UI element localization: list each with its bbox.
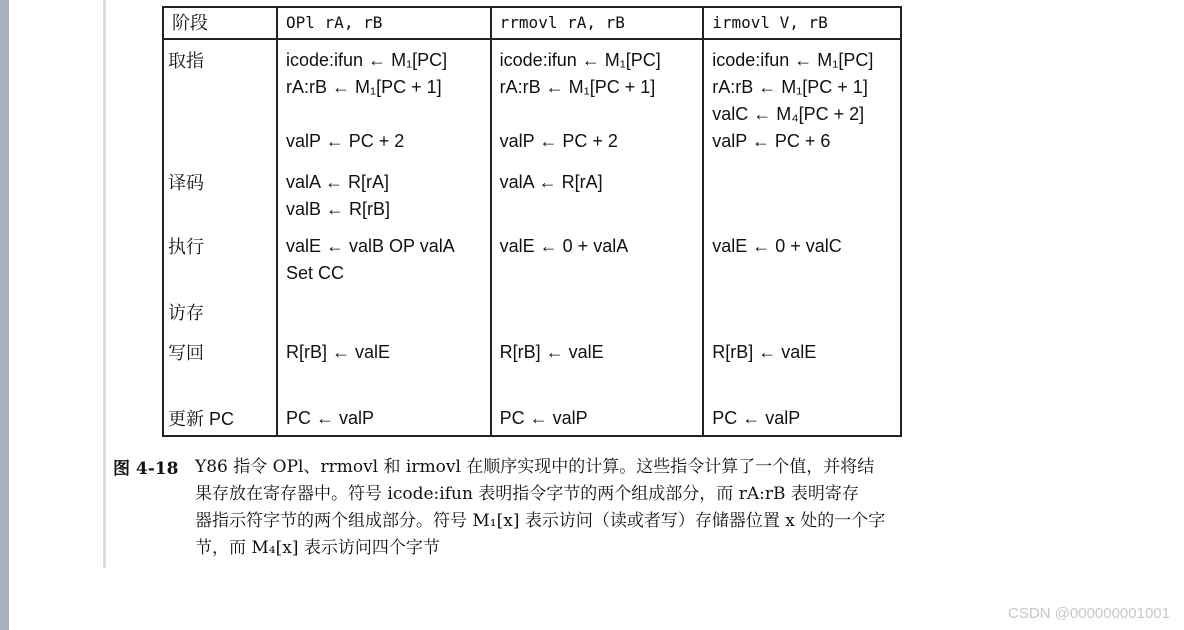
operation-line: valP ← PC + 6	[712, 131, 831, 151]
table-row	[163, 405, 901, 436]
header-opl: OPl rA, rB	[277, 7, 491, 39]
stage-cell-op	[277, 299, 491, 339]
stage-cell-irmovl	[703, 39, 901, 169]
stage-name: 译码	[163, 169, 277, 233]
stage-cell-rrmovl	[491, 39, 704, 169]
figure-number: 图 4-18	[113, 459, 179, 479]
caption-line: 节，而 M₄[x] 表示访问四个字节	[195, 538, 440, 558]
operation-line: valE ← 0 + valC	[712, 236, 842, 256]
operation-line: rA:rB ← M₁[PC + 1]	[712, 77, 868, 97]
operation-line: Set CC	[286, 263, 345, 283]
caption-line: 器指示符字节的两个组成部分。符号 M₁[x] 表示访问（读或者写）存储器位置 x 处的一个字	[195, 511, 886, 531]
header-rrmovl: rrmovl rA, rB	[491, 7, 704, 39]
stage-name: 更新 PC	[163, 405, 277, 436]
stage-cell-irmovl	[703, 405, 901, 436]
table-row	[163, 339, 901, 405]
operation-line: R[rB] ← valE	[499, 342, 604, 362]
stage-cell-rrmovl	[491, 339, 704, 405]
operation-line: icode:ifun ← M₁[PC]	[712, 50, 874, 70]
operation-line: valB ← R[rB]	[286, 199, 391, 219]
stage-cell-op	[277, 39, 491, 169]
header-irmovl: irmovl V, rB	[703, 7, 901, 39]
table-row	[163, 233, 901, 299]
operation-line: R[rB] ← valE	[286, 342, 391, 362]
table-row	[163, 299, 901, 339]
table-row	[163, 39, 901, 169]
left-scrollbar-strip	[0, 0, 9, 630]
caption-text	[195, 454, 1055, 562]
stage-cell-rrmovl	[491, 405, 704, 436]
operation-line: PC ← valP	[499, 408, 588, 428]
stage-name: 执行	[163, 233, 277, 299]
stage-name: 写回	[163, 339, 277, 405]
table-header-row	[163, 7, 901, 39]
stage-name: 访存	[163, 299, 277, 339]
caption-line: Y86 指令 OPl、rrmovl 和 irmovl 在顺序实现中的计算。这些指令计算了一个值，并将结	[195, 457, 875, 477]
operation-line: rA:rB ← M₁[PC + 1]	[286, 77, 442, 97]
csdn-watermark: CSDN @000000001001	[1007, 605, 1170, 622]
stage-cell-irmovl	[703, 233, 901, 299]
stage-cell-irmovl	[703, 299, 901, 339]
operation-line: R[rB] ← valE	[712, 342, 817, 362]
operation-line: valA ← R[rA]	[499, 172, 603, 192]
header-stage: 阶段	[163, 7, 277, 39]
stage-cell-rrmovl	[491, 299, 704, 339]
operation-line: valC ← M₄[PC + 2]	[712, 104, 865, 124]
instruction-stage-table	[162, 6, 902, 437]
operation-line: valE ← 0 + valA	[499, 236, 629, 256]
operation-line: rA:rB ← M₁[PC + 1]	[499, 77, 656, 97]
stage-cell-op	[277, 339, 491, 405]
operation-line: icode:ifun ← M₁[PC]	[499, 50, 661, 70]
operation-line: valA ← R[rA]	[286, 172, 390, 192]
operation-line: PC ← valP	[712, 408, 801, 428]
stage-cell-op	[277, 233, 491, 299]
stage-cell-rrmovl	[491, 169, 704, 233]
operation-line: valP ← PC + 2	[499, 131, 618, 151]
stage-cell-op	[277, 405, 491, 436]
caption-line: 果存放在寄存器中。符号 icode:ifun 表明指令字节的两个组成部分，而 rA:rB 表明寄存	[195, 484, 859, 504]
table-row	[163, 169, 901, 233]
operation-line: icode:ifun ← M₁[PC]	[286, 50, 448, 70]
stage-cell-irmovl	[703, 169, 901, 233]
stage-name: 取指	[163, 39, 277, 169]
operation-line	[500, 101, 695, 128]
operation-line: valP ← PC + 2	[286, 131, 405, 151]
blockquote-border	[103, 0, 106, 568]
operation-line: valE ← valB OP valA	[286, 236, 455, 256]
operation-line	[286, 101, 482, 128]
stage-cell-rrmovl	[491, 233, 704, 299]
operation-line: PC ← valP	[286, 408, 375, 428]
stage-cell-op	[277, 169, 491, 233]
stage-cell-irmovl	[703, 339, 901, 405]
